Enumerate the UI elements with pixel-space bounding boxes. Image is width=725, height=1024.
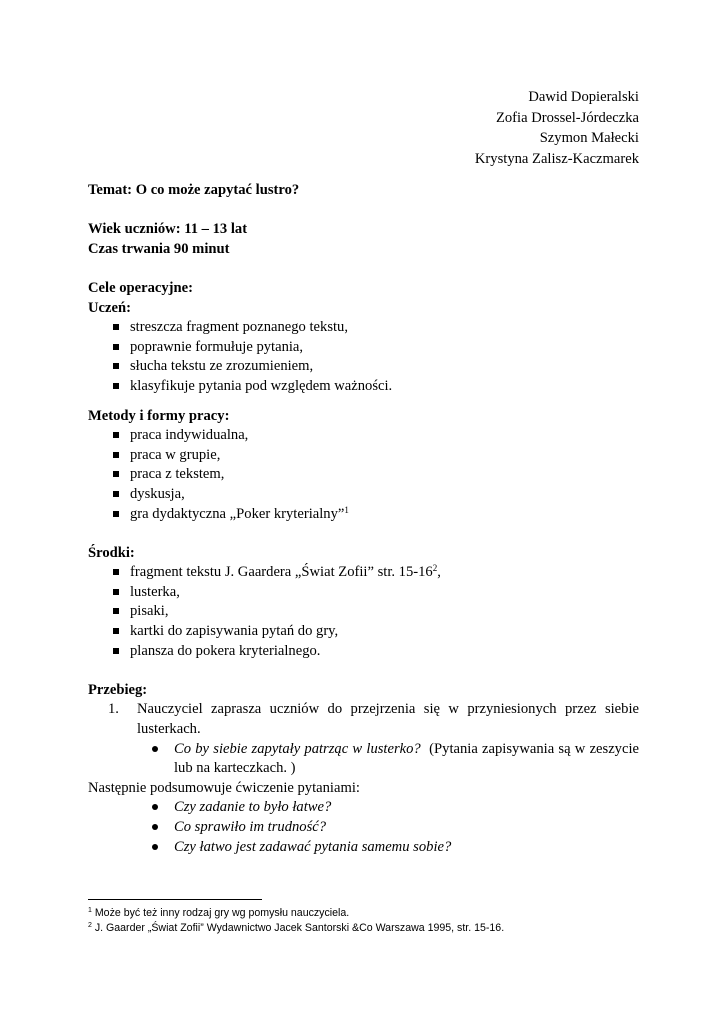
list-item: Co sprawiło im trudność? [174,818,639,838]
lesson-plan-body [88,181,643,857]
list-item: słucha tekstu ze zrozumieniem, [130,357,639,377]
authors-block [475,87,639,169]
list-item: Czy zadanie to było łatwe? [174,798,639,818]
footnote-separator [88,899,262,900]
age-line: Wiek uczniów: 11 – 13 lat [88,221,248,238]
goals-subheading: Uczeń: [88,299,131,316]
list-item [130,505,639,525]
list-item: praca indywidualna, [130,426,639,446]
list-item-tail: , [437,564,441,581]
methods-heading: Metody i formy pracy: [88,407,230,424]
step1-bullets [88,740,643,779]
list-item-text: fragment tekstu J. Gaardera „Świat Zofii” str. 15-16 [130,564,433,581]
goals-list [88,318,639,396]
procedure-steps [88,700,639,739]
list-item-text: gra dydaktyczna „Poker kryterialny” [130,505,345,522]
list-item: praca w grupie, [130,446,639,466]
list-item: dyskusja, [130,485,639,505]
reflection-question: Co by siebie zapytały patrząc w lusterko? [174,740,421,757]
footnote-number: 2 [88,921,92,929]
means-heading: Środki: [88,544,135,561]
list-item: klasyfikuje pytania pod względem ważności. [130,377,639,397]
step-note: (Pytania zapisywania są w zeszycie lub na karteczkach. ) [174,740,643,777]
list-item: praca z tekstem, [130,465,639,485]
list-item: poprawnie formułuje pytania, [130,338,639,358]
list-item: plansza do pokera kryterialnego. [130,642,639,662]
footnote [88,921,504,936]
list-item: streszcza fragment poznanego tekstu, [130,318,639,338]
duration-line: Czas trwania 90 minut [88,240,230,257]
goals-heading: Cele operacyjne: [88,279,193,296]
list-item [174,740,643,779]
procedure-heading: Przebieg: [88,681,148,698]
methods-list [88,426,639,524]
list-item: lusterka, [130,583,639,603]
author-name: Dawid Dopieralski [528,89,639,105]
author-name: Zofia Drossel-Jórdeczka [495,109,639,126]
footnotes [88,906,504,935]
footnote-text: Może być też inny rodzaj gry wg pomysłu nauczyciela. [91,907,350,919]
footnote [88,906,504,921]
procedure-step [88,700,639,739]
list-item: kartki do zapisywania pytań do gry, [130,622,639,642]
step-number: 1. [108,701,119,718]
author-name: Krystyna Zalisz-Kaczmarek [474,150,639,167]
footnote-number: 1 [88,907,92,914]
footnote-ref: 2 [432,563,438,574]
footnote-text: J. Gaarder „Świat Zofii” Wydawnictwo Jacek Santorski &Co Warszawa 1995, str. 15-16. [91,921,505,934]
list-item: Czy łatwo jest zadawać pytania samemu sobie? [174,838,639,858]
means-list [88,563,639,661]
list-item: pisaki, [130,602,639,622]
author-name: Szymon Małecki [539,130,639,147]
summary-questions [88,798,639,857]
footnote-ref: 1 [344,504,349,515]
summary-intro: Następnie podsumowuje ćwiczenie pytaniami: [88,779,360,796]
topic-heading: Temat: O co może zapytać lustro? [88,182,300,198]
list-item [130,563,639,583]
step-text: Nauczyciel zaprasza uczniów do przejrzenia się w przyniesionych przez siebie lusterkach. [137,701,639,738]
